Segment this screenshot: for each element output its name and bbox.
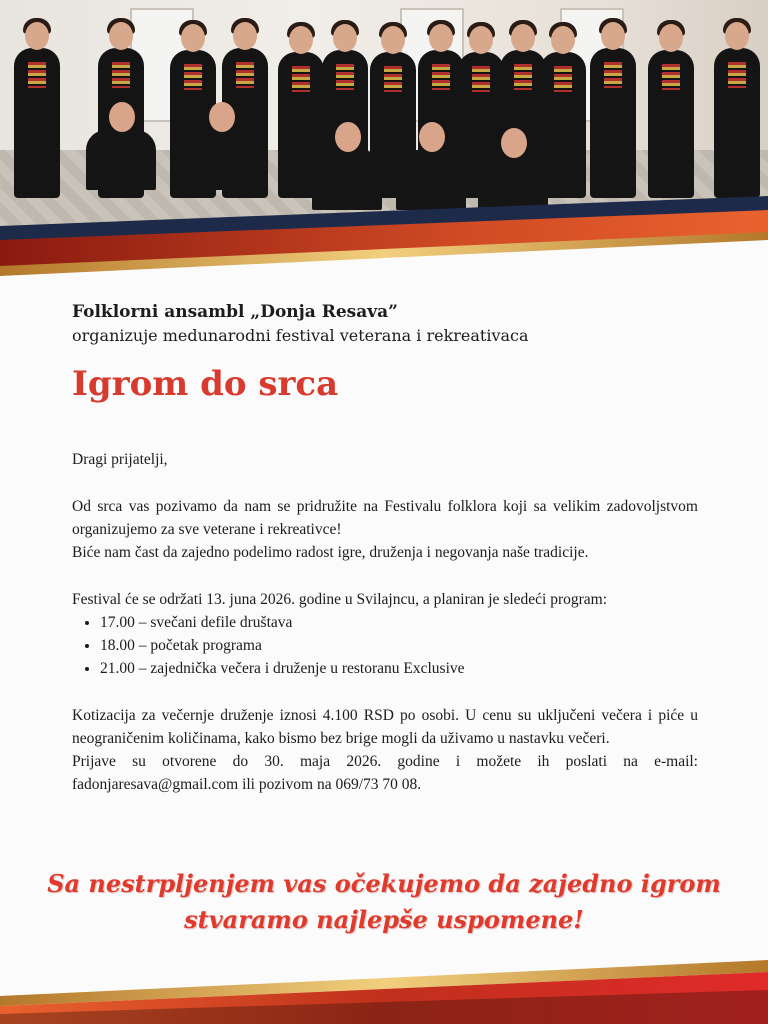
closing-line-1: Sa nestrpljenjem vas očekujemo da zajedno igrom: [47, 869, 721, 898]
standing-dancer: [648, 50, 694, 198]
program-item: • 21.00 – zajednička večera i druženje u restoranu Exclusive: [100, 657, 698, 680]
event-title: Igrom do srca: [72, 364, 339, 404]
seated-dancer: [86, 130, 156, 190]
event-subtitle: organizuje medunarodni festival veterana i rekreativaca: [72, 326, 529, 345]
closing-line-2: stvaramo najlepše uspomene!: [184, 905, 584, 934]
program-list: [72, 611, 698, 680]
standing-dancer: [14, 48, 60, 198]
registration-paragraph: Prijave su otvorene do 30. maja 2026. godine i možete ih poslati na e-mail: fadonjaresava@gmail.com ili pozivom na 069/73 70 08.: [72, 753, 698, 793]
invitation-content: [72, 300, 698, 796]
decorative-top-band: [0, 196, 768, 286]
standing-dancer: [590, 48, 636, 198]
program-item: • 18.00 – početak programa: [100, 634, 698, 657]
program-item: • 17.00 – svečani defile društava: [100, 611, 698, 634]
intro-paragraph: Od srca vas pozivamo da nam se pridružite na Festivalu folklora koji sa velikim zadovoljstvom organizujemo za sve veterane i rekreativce!: [72, 498, 698, 538]
organizer-name: Folklorni ansambl „Donja Resava”: [72, 302, 398, 322]
group-photo: [0, 0, 768, 228]
greeting: Dragi prijatelji,: [72, 451, 168, 468]
intro-paragraph-2: Biće nam čast da zajedno podelimo radost igre, druženja i negovanja naše tradicije.: [72, 544, 589, 561]
fee-paragraph: Kotizacija za večernje druženje iznosi 4.100 RSD po osobi. U cenu su uključeni večera i piće u neograničenim količinama, kako bismo bez brige mogli da uživamo u nastavku večeri.: [72, 707, 698, 747]
decorative-bottom-band: [0, 950, 768, 1024]
closing-message: [40, 866, 728, 938]
program-intro: Festival će se održati 13. juna 2026. godine u Svilajncu, a planiran je sledeći program:: [72, 591, 608, 608]
standing-dancer: [714, 48, 760, 198]
seated-dancer: [186, 130, 256, 190]
